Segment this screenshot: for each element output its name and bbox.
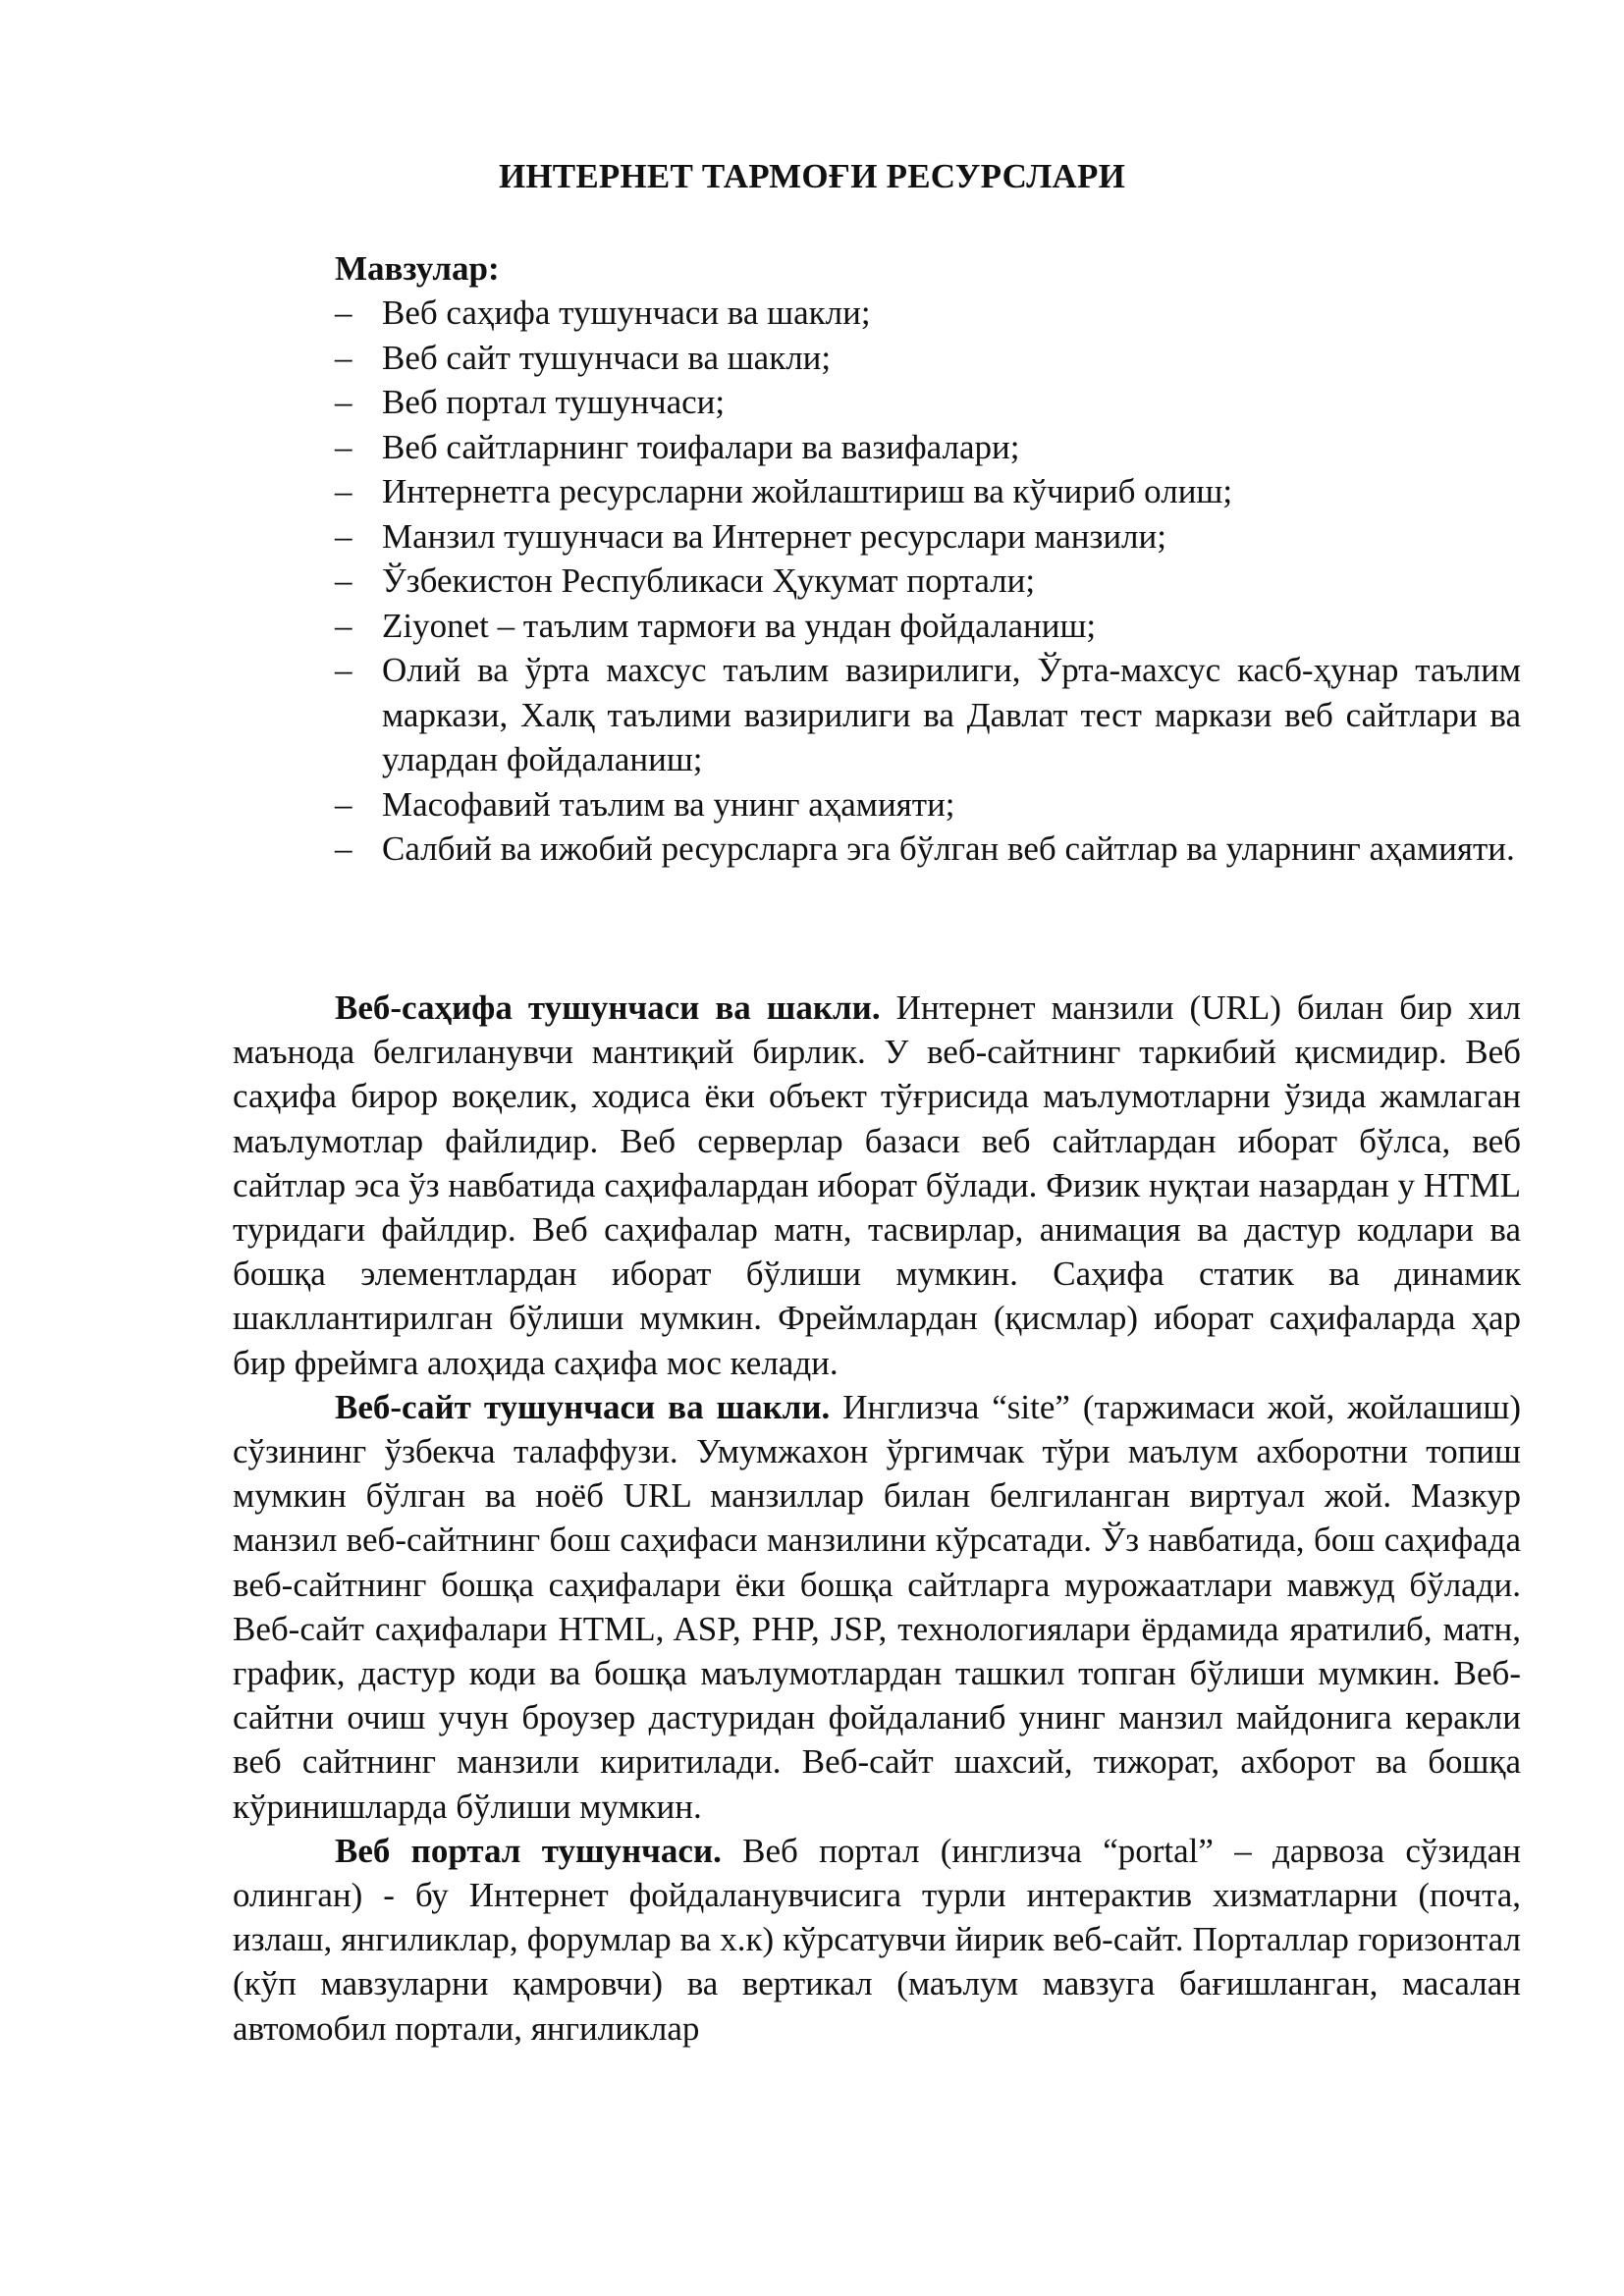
topic-text: Веб портал тушунчаси; <box>382 383 726 421</box>
list-item <box>335 604 1521 649</box>
topic-text: Веб сайт тушунчаси ва шакли; <box>382 338 832 377</box>
topic-text: Ўзбекистон Республикаси Ҳукумат портали; <box>382 561 1036 600</box>
paragraph-web-portal <box>233 1829 1521 2051</box>
topic-text: Ziyonet – таълим тармоғи ва ундан фойдаланиш; <box>382 606 1097 645</box>
topic-text: Манзил тушунчаси ва Интернет ресурслари манзили; <box>382 516 1166 556</box>
bullet-dash: – <box>335 472 352 510</box>
topics-list <box>335 291 1521 872</box>
list-item <box>335 782 1521 828</box>
bullet-dash: – <box>335 427 352 466</box>
body-text <box>233 986 1521 2051</box>
topic-text: Интернетга ресурсларни жойлаштириш ва кўчириб олиш; <box>382 472 1233 510</box>
page-title: ИНТЕРНЕТ ТАРМОҒИ РЕСУРСЛАРИ <box>498 157 1126 195</box>
paragraph-text: Интернет манзили (URL) билан бир хил маънода белгиланувчи мантиқий бирлик. У веб-сайтнинг таркибий қисмидир. Веб саҳифа бирор воқелик, ходиса ёки объект тўғрисида маълумотларни ўзида жамлаган маълумотлар файлидир. Веб серверлар базаси веб сайтлардан иборат бўлса, веб сайтлар эса ўз навбатида саҳифалардан иборат бўлади. Физик нуқтаи назардан у HTML туридаги файлдир. Веб саҳифалар матн, тасвирлар, анимация ва дастур кодлари ва бошқа элементлардан иборат бўлиши мумкин. Саҳифа статик ва динамик шакллантирилган бўлиши мумкин. Фреймлардан (қисмлар) иборат саҳифаларда ҳар бир фреймга алоҳида саҳифа мос келади. <box>233 988 1521 1382</box>
bullet-dash: – <box>335 561 352 600</box>
bullet-dash: – <box>335 383 352 421</box>
list-item <box>335 514 1521 560</box>
list-item <box>335 559 1521 604</box>
bullet-dash: – <box>335 516 352 556</box>
list-item <box>335 425 1521 470</box>
topic-text: Веб сайтларнинг тоифалари ва вазифалари; <box>382 427 1020 466</box>
topic-text: Веб саҳифа тушунчаси ва шакли; <box>382 294 871 332</box>
list-item <box>335 648 1521 782</box>
paragraph-text: Инглизча “site” (таржимаси жой, жойлашиш) сўзининг ўзбекча талаффузи. Умумжахон ўргимчак тўри маълум ахборотни топиш мумкин бўлган ва ноёб URL манзиллар билан белгиланган виртуал жой. Мазкур манзил веб-сайтнинг бош саҳифаси манзилини кўрсатади. Ўз навбатида, бош саҳифада веб-сайтнинг бошқа саҳифалари ёки бошқа сайтларга мурожаатлари мавжуд бўлади. Веб-сайт саҳифалари HTML, ASP, PHP, JSP, технологиялари ёрдамида яратилиб, матн, график, дастур коди ва бошқа маълумотлардан ташкил топган бўлиши мумкин. Веб-сайтни очиш учун броузер дастуридан фойдаланиб унинг манзил майдонига керакли веб сайтнинг манзили киритилади. Веб-сайт шахсий, тижорат, ахборот ва бошқа кўринишларда бўлиши мумкин. <box>233 1387 1521 1826</box>
paragraph-web-site <box>233 1385 1521 1829</box>
topic-text: Салбий ва ижобий ресурсларга эга бўлган веб сайтлар ва уларнинг аҳамияти. <box>382 829 1515 868</box>
bullet-dash: – <box>335 651 352 689</box>
topics-heading: Мавзулар: <box>335 249 500 288</box>
bullet-dash: – <box>335 784 352 824</box>
bullet-dash: – <box>335 606 352 645</box>
paragraph-web-page <box>233 986 1521 1385</box>
list-item <box>335 827 1521 872</box>
list-item <box>335 336 1521 381</box>
paragraph-text: Веб портал (инглизча “portal” – дарвоза сўзидан олинган) - бу Интернет фойдаланувчисига турли интерактив хизматларни (почта, излаш, янгиликлар, форумлар ва х.к) кўрсатувчи йирик веб-сайт. Порталлар горизонтал (кўп мавзуларни қамровчи) ва вертикал (маълум мавзуга бағишланган, масалан автомобил портали, янгиликлар <box>233 1831 1521 2048</box>
list-item <box>335 291 1521 336</box>
list-item <box>335 469 1521 514</box>
list-item <box>335 380 1521 425</box>
bullet-dash: – <box>335 829 352 868</box>
paragraph-heading: Веб-сайт тушунчаси ва шакли. <box>335 1387 831 1426</box>
paragraph-heading: Веб-саҳифа тушунчаси ва шакли. <box>335 988 881 1027</box>
bullet-dash: – <box>335 294 352 332</box>
topic-text: Масофавий таълим ва унинг аҳамияти; <box>382 784 955 824</box>
paragraph-heading: Веб портал тушунчаси. <box>335 1831 722 1870</box>
bullet-dash: – <box>335 338 352 377</box>
topic-text: Олий ва ўрта махсус таълим вазирилиги, Ўрта-махсус касб-ҳунар таълим маркази, Халқ таълими вазирилиги ва Давлат тест маркази веб сайтлари ва улардан фойдаланиш; <box>382 651 1521 778</box>
